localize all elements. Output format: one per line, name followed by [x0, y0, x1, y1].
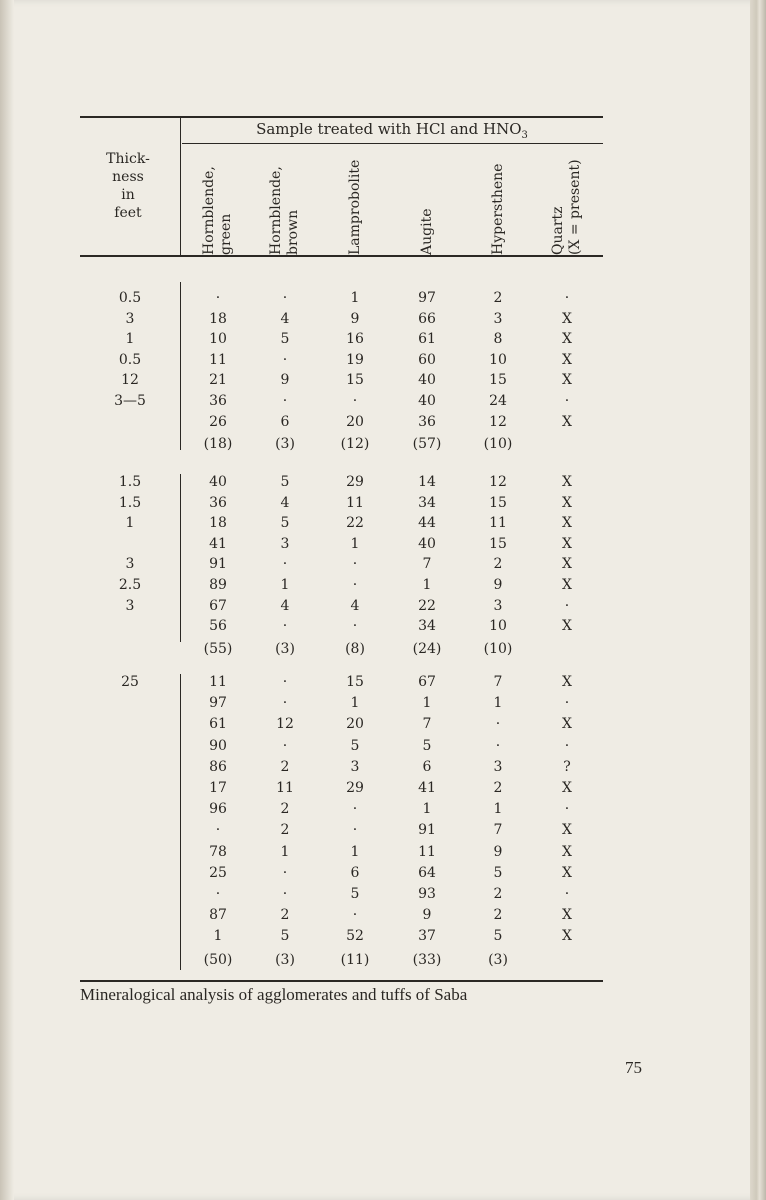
- thickness-cell: 2.5: [118, 577, 142, 593]
- thickness-cell: 1.5: [118, 494, 142, 511]
- table-cell: 7: [422, 556, 432, 573]
- table-cell: X: [562, 372, 572, 389]
- table-cell: 96: [209, 801, 227, 818]
- table-cell: 34: [418, 618, 436, 635]
- table-cell: 40: [418, 393, 436, 409]
- table-cell: X: [562, 822, 572, 839]
- table-cell: X: [562, 331, 572, 348]
- thickness-cell: 12: [121, 372, 139, 389]
- table-cell: X: [562, 577, 572, 593]
- table-cell: 29: [346, 780, 364, 796]
- table-cell: X: [562, 674, 572, 690]
- average-cell: (8): [345, 640, 365, 657]
- table-cell: 29: [346, 474, 364, 490]
- table-cell: 3: [493, 758, 503, 775]
- table-cell: 3: [350, 758, 360, 775]
- table-cell: ·: [352, 556, 358, 573]
- table-cell: 61: [209, 716, 227, 733]
- table-cell: 41: [209, 535, 227, 552]
- table-cell: 67: [209, 597, 227, 614]
- table-cell: ·: [282, 556, 288, 573]
- table-cell: 25: [209, 864, 227, 881]
- page-edge-stack: [750, 0, 766, 1200]
- table-cell: ·: [352, 618, 358, 635]
- group3-divider: [180, 674, 181, 970]
- table-cell: 10: [489, 351, 507, 368]
- table-cell: 34: [418, 494, 436, 511]
- table-cell: 40: [209, 474, 227, 490]
- average-cell: (11): [340, 951, 370, 968]
- table-cell: 2: [493, 907, 503, 924]
- thickness-divider: [180, 116, 181, 256]
- table-cell: 5: [493, 864, 503, 881]
- thickness-cell: 3—5: [114, 393, 146, 409]
- average-cell: (33): [412, 951, 442, 968]
- column-header-5: Hypersthene: [489, 163, 506, 255]
- table-cell: ·: [352, 577, 358, 593]
- table-cell: X: [562, 515, 572, 532]
- table-cell: 5: [350, 886, 360, 902]
- table-cell: 6: [350, 864, 360, 881]
- thickness-cell: 0.5: [118, 351, 142, 368]
- table-cell: 12: [276, 716, 294, 733]
- table-cell: 12: [489, 413, 507, 430]
- table-cell: 5: [280, 474, 290, 490]
- table-cell: 93: [418, 886, 436, 902]
- column-header-4: Augite: [418, 208, 435, 255]
- thickness-cell: 3: [125, 310, 135, 327]
- page-number: 75: [625, 1058, 642, 1077]
- table-cell: 1: [280, 843, 290, 860]
- table-cell: 15: [489, 372, 507, 389]
- table-cell: 2: [493, 556, 503, 573]
- table-cell: ·: [282, 393, 288, 409]
- table-cell: X: [562, 474, 572, 490]
- average-cell: (57): [412, 436, 442, 453]
- average-cell: (55): [203, 640, 233, 657]
- table-cell: 11: [418, 843, 436, 860]
- table-cell: 41: [418, 780, 436, 796]
- table-cell: 36: [209, 393, 227, 409]
- table-cell: 5: [280, 331, 290, 348]
- table-cell: 1: [493, 801, 503, 818]
- table-cell: 1: [493, 695, 503, 712]
- table-cell: 52: [346, 928, 364, 945]
- table-cell: ·: [282, 351, 288, 368]
- table-cell: 3: [493, 597, 503, 614]
- table-cell: ·: [564, 886, 570, 902]
- group1-divider: [180, 282, 181, 450]
- average-cell: (3): [275, 436, 295, 453]
- table-cell: 67: [418, 674, 436, 690]
- table-cell: X: [562, 928, 572, 945]
- table-cell: 15: [346, 372, 364, 389]
- average-cell: (3): [275, 640, 295, 657]
- table-cell: ·: [282, 290, 288, 306]
- table-cell: 1: [422, 801, 432, 818]
- sample-span-subscript: 3: [521, 130, 528, 141]
- average-cell: (3): [275, 951, 295, 968]
- sample-span-header: [182, 120, 602, 141]
- table-cell: 1: [350, 290, 360, 306]
- table-cell: 1: [422, 695, 432, 712]
- table-cell: 14: [418, 474, 436, 490]
- table-cell: ?: [563, 758, 571, 775]
- table-cell: 2: [280, 758, 290, 775]
- average-cell: (10): [483, 436, 513, 453]
- table-cell: 18: [209, 310, 227, 327]
- table-cell: 5: [280, 515, 290, 532]
- page-spine-shadow: [0, 0, 14, 1200]
- table-cell: X: [562, 864, 572, 881]
- table-cell: 2: [280, 822, 290, 839]
- thickness-cell: 1: [125, 515, 135, 532]
- average-cell: (18): [203, 436, 233, 453]
- table-cell: 17: [209, 780, 227, 796]
- table-cell: 10: [489, 618, 507, 635]
- table-cell: X: [562, 843, 572, 860]
- table-cell: 78: [209, 843, 227, 860]
- table-cell: 36: [418, 413, 436, 430]
- table-cell: 90: [209, 737, 227, 754]
- table-cell: 60: [418, 351, 436, 368]
- table-cell: 26: [209, 413, 227, 430]
- table-cell: 2: [280, 801, 290, 818]
- table-cell: 7: [422, 716, 432, 733]
- thickness-cell: 1: [125, 331, 135, 348]
- thickness-cell: 3: [125, 556, 135, 573]
- table-cell: ·: [564, 801, 570, 818]
- table-cell: 11: [276, 780, 294, 796]
- table-cell: ·: [352, 801, 358, 818]
- table-cell: 5: [350, 737, 360, 754]
- table-cell: 7: [493, 674, 503, 690]
- table-cell: 11: [489, 515, 507, 532]
- table-cell: 37: [418, 928, 436, 945]
- table-cell: ·: [215, 886, 221, 902]
- table-caption: Mineralogical analysis of agglomerates and tuffs of Saba: [80, 985, 468, 1004]
- average-cell: (10): [483, 640, 513, 657]
- table-cell: 20: [346, 716, 364, 733]
- table-cell: 56: [209, 618, 227, 635]
- column-header-1: Hornblende, green: [201, 166, 234, 255]
- thickness-header: [78, 150, 178, 222]
- average-cell: (50): [203, 951, 233, 968]
- thickness-header-line: ness: [112, 169, 144, 185]
- table-cell: 2: [493, 290, 503, 306]
- table-cell: 16: [346, 331, 364, 348]
- table-cell: ·: [282, 886, 288, 902]
- table-cell: 9: [350, 310, 360, 327]
- table-cell: X: [562, 310, 572, 327]
- table-cell: 22: [346, 515, 364, 532]
- table-cell: 6: [280, 413, 290, 430]
- table-cell: 10: [209, 331, 227, 348]
- table-cell: ·: [564, 393, 570, 409]
- table-cell: 9: [280, 372, 290, 389]
- table-cell: 3: [493, 310, 503, 327]
- table-cell: ·: [215, 822, 221, 839]
- table-cell: 15: [489, 494, 507, 511]
- table-cell: ·: [564, 737, 570, 754]
- table-cell: 44: [418, 515, 436, 532]
- column-header-2: Hornblende, brown: [268, 166, 301, 255]
- table-cell: 4: [280, 310, 290, 327]
- table-cell: 1: [422, 577, 432, 593]
- table-cell: ·: [352, 393, 358, 409]
- table-cell: 66: [418, 310, 436, 327]
- table-cell: 61: [418, 331, 436, 348]
- table-cell: ·: [282, 674, 288, 690]
- table-cell: 12: [489, 474, 507, 490]
- table-cell: 4: [350, 597, 360, 614]
- table-cell: 5: [493, 928, 503, 945]
- table-cell: 91: [209, 556, 227, 573]
- table-cell: ·: [282, 618, 288, 635]
- table-cell: 5: [422, 737, 432, 754]
- table-cell: 11: [346, 494, 364, 511]
- table-cell: ·: [352, 822, 358, 839]
- table-cell: ·: [282, 695, 288, 712]
- thickness-header-line: in: [121, 187, 135, 203]
- table-cell: 19: [346, 351, 364, 368]
- table-cell: 40: [418, 372, 436, 389]
- table-cell: 15: [346, 674, 364, 690]
- table-top-rule: [80, 116, 603, 118]
- table-cell: ·: [352, 907, 358, 924]
- table-cell: 4: [280, 494, 290, 511]
- average-cell: (24): [412, 640, 442, 657]
- table-cell: 1: [213, 928, 223, 945]
- table-cell: 7: [493, 822, 503, 839]
- table-cell: 1: [350, 535, 360, 552]
- thickness-cell: 0.5: [118, 290, 142, 306]
- table-cell: X: [562, 413, 572, 430]
- average-cell: (12): [340, 436, 370, 453]
- table-cell: ·: [495, 737, 501, 754]
- table-cell: 97: [209, 695, 227, 712]
- table-cell: 91: [418, 822, 436, 839]
- table-cell: ·: [564, 597, 570, 614]
- thickness-header-line: Thick-: [106, 151, 150, 167]
- table-cell: 21: [209, 372, 227, 389]
- table-cell: 22: [418, 597, 436, 614]
- table-cell: 24: [489, 393, 507, 409]
- table-cell: X: [562, 618, 572, 635]
- table-cell: 11: [209, 674, 227, 690]
- thickness-cell: 3: [125, 597, 135, 614]
- table-cell: X: [562, 494, 572, 511]
- table-cell: 1: [350, 695, 360, 712]
- table-cell: X: [562, 907, 572, 924]
- span-head-rule: [182, 143, 603, 144]
- thickness-cell: 25: [121, 674, 139, 690]
- table-cell: 4: [280, 597, 290, 614]
- thickness-header-line: feet: [114, 205, 142, 221]
- table-cell: 89: [209, 577, 227, 593]
- table-cell: 18: [209, 515, 227, 532]
- table-cell: X: [562, 535, 572, 552]
- table-cell: 64: [418, 864, 436, 881]
- average-cell: (3): [488, 951, 508, 968]
- table-cell: 36: [209, 494, 227, 511]
- table-cell: ·: [282, 737, 288, 754]
- table-cell: 9: [493, 843, 503, 860]
- table-cell: 9: [422, 907, 432, 924]
- table-cell: 2: [493, 780, 503, 796]
- table-cell: 97: [418, 290, 436, 306]
- group2-divider: [180, 474, 181, 642]
- table-cell: ·: [564, 290, 570, 306]
- table-bottom-rule: [80, 980, 603, 982]
- table-cell: 3: [280, 535, 290, 552]
- table-cell: ·: [282, 864, 288, 881]
- table-cell: X: [562, 780, 572, 796]
- column-header-3: Lamprobolite: [346, 159, 363, 255]
- table-cell: X: [562, 556, 572, 573]
- table-cell: X: [562, 716, 572, 733]
- table-cell: 11: [209, 351, 227, 368]
- table-cell: X: [562, 351, 572, 368]
- table-cell: 2: [493, 886, 503, 902]
- table-cell: 6: [422, 758, 432, 775]
- table-cell: 87: [209, 907, 227, 924]
- sample-span-text: Sample treated with HCl and HNO: [256, 120, 522, 138]
- table-cell: ·: [495, 716, 501, 733]
- table-cell: 8: [493, 331, 503, 348]
- header-bottom-rule: [80, 255, 603, 257]
- table-cell: 86: [209, 758, 227, 775]
- table-cell: 9: [493, 577, 503, 593]
- table-cell: ·: [215, 290, 221, 306]
- table-cell: 1: [350, 843, 360, 860]
- table-cell: 20: [346, 413, 364, 430]
- table-cell: 40: [418, 535, 436, 552]
- table-cell: 15: [489, 535, 507, 552]
- table-cell: 2: [280, 907, 290, 924]
- table-cell: ·: [564, 695, 570, 712]
- thickness-cell: 1.5: [118, 474, 142, 490]
- column-header-6: Quartz (X = present): [550, 159, 583, 255]
- table-cell: 5: [280, 928, 290, 945]
- table-cell: 1: [280, 577, 290, 593]
